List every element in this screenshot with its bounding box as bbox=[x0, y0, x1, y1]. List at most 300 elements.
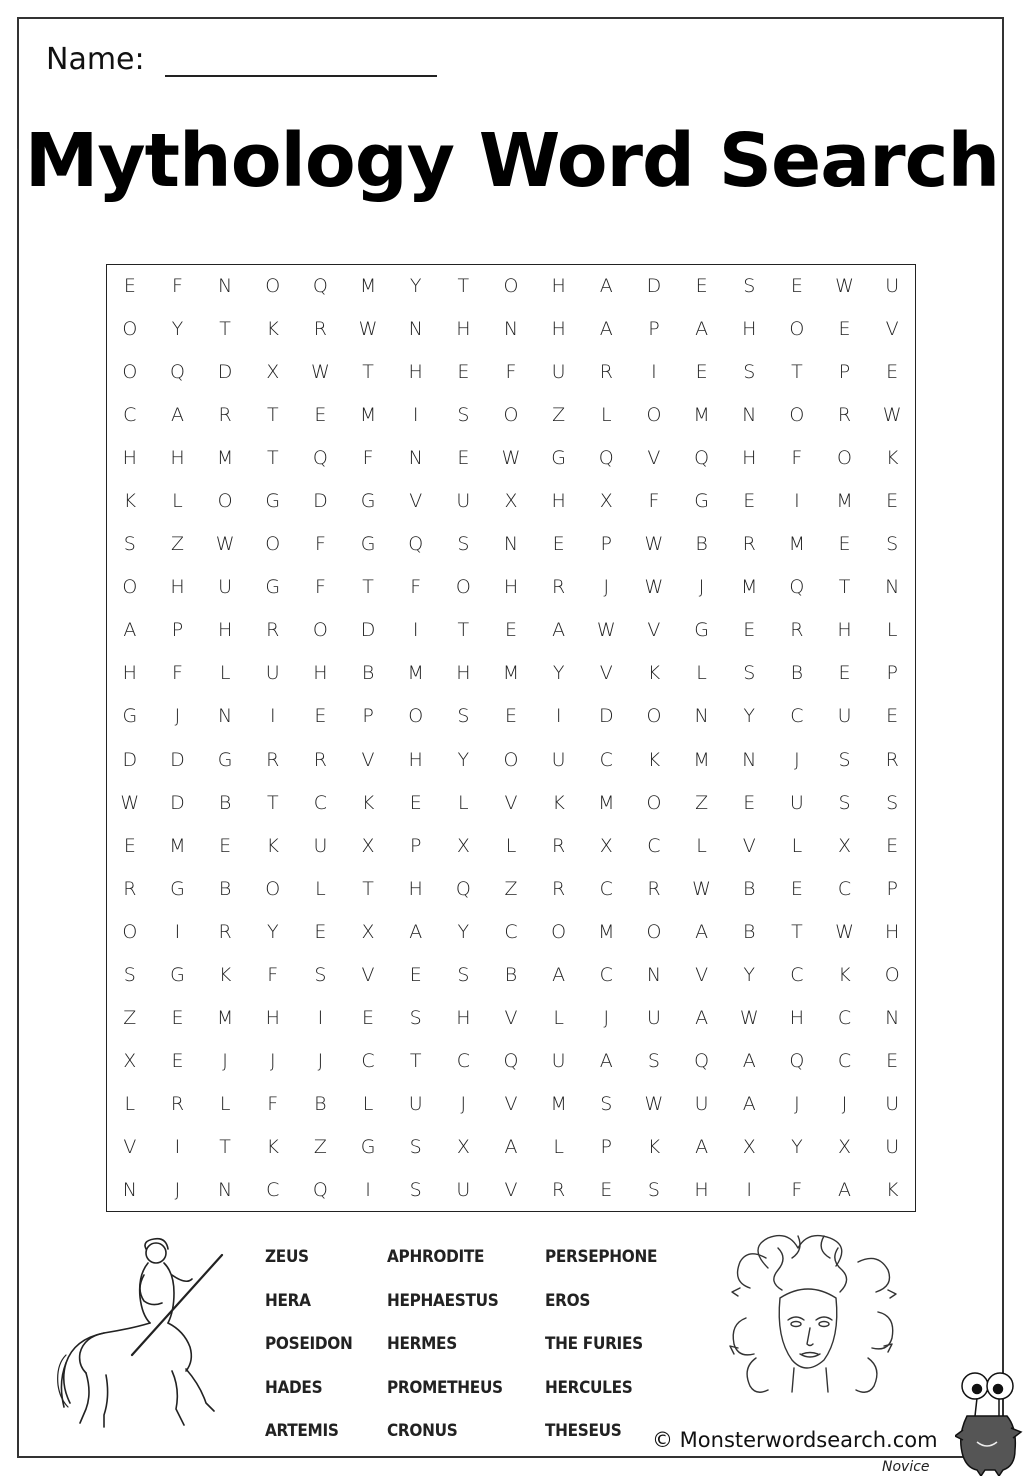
grid-cell[interactable]: R bbox=[647, 877, 661, 900]
grid-cell[interactable]: E bbox=[790, 274, 803, 297]
grid-cell[interactable]: N bbox=[885, 576, 900, 599]
grid-cell[interactable]: S bbox=[886, 791, 899, 814]
grid-cell[interactable]: E bbox=[743, 489, 756, 512]
grid-cell[interactable]: S bbox=[457, 705, 470, 728]
grid-cell[interactable]: W bbox=[644, 576, 664, 599]
grid-cell[interactable]: R bbox=[218, 920, 232, 943]
grid-cell[interactable]: I bbox=[365, 1179, 371, 1202]
grid-cell[interactable]: V bbox=[123, 1136, 137, 1159]
grid-cell[interactable]: Y bbox=[791, 1136, 803, 1159]
grid-cell[interactable]: L bbox=[553, 1136, 564, 1159]
grid-cell[interactable]: V bbox=[504, 1007, 518, 1030]
grid-cell[interactable]: A bbox=[170, 403, 184, 426]
grid-cell[interactable]: V bbox=[504, 1093, 518, 1116]
grid-cell[interactable]: A bbox=[599, 274, 613, 297]
grid-cell[interactable]: H bbox=[170, 446, 185, 469]
grid-cell[interactable]: V bbox=[361, 748, 375, 771]
grid-cell[interactable]: R bbox=[885, 748, 899, 771]
grid-cell[interactable]: S bbox=[838, 748, 851, 771]
grid-cell[interactable]: N bbox=[218, 1179, 233, 1202]
grid-cell[interactable]: B bbox=[361, 662, 375, 685]
grid-cell[interactable]: A bbox=[695, 1136, 709, 1159]
grid-cell[interactable]: J bbox=[174, 705, 181, 728]
grid-cell[interactable]: M bbox=[407, 662, 424, 685]
grid-cell[interactable]: H bbox=[789, 1007, 805, 1030]
grid-cell[interactable]: I bbox=[174, 1136, 181, 1159]
grid-cell[interactable]: O bbox=[122, 920, 138, 943]
grid-cell[interactable]: R bbox=[313, 317, 327, 340]
grid-cell[interactable]: S bbox=[123, 963, 136, 986]
grid-cell[interactable]: K bbox=[266, 317, 279, 340]
grid-cell[interactable]: F bbox=[314, 576, 326, 599]
grid-cell[interactable]: V bbox=[695, 963, 709, 986]
grid-cell[interactable]: U bbox=[551, 1050, 566, 1073]
grid-cell[interactable]: H bbox=[694, 1179, 709, 1202]
grid-cell[interactable]: Z bbox=[123, 1007, 137, 1030]
grid-cell[interactable]: F bbox=[362, 446, 374, 469]
grid-cell[interactable]: S bbox=[457, 403, 470, 426]
grid-cell[interactable]: D bbox=[313, 489, 328, 512]
grid-cell[interactable]: A bbox=[552, 619, 566, 642]
grid-cell[interactable]: A bbox=[123, 619, 137, 642]
grid-cell[interactable]: E bbox=[838, 317, 851, 340]
grid-cell[interactable]: Q bbox=[312, 446, 328, 469]
grid-cell[interactable]: L bbox=[362, 1093, 374, 1116]
grid-cell[interactable]: G bbox=[170, 963, 185, 986]
grid-cell[interactable]: T bbox=[219, 317, 231, 340]
grid-cell[interactable]: P bbox=[600, 1136, 613, 1159]
grid-cell[interactable]: S bbox=[457, 963, 470, 986]
grid-cell[interactable]: D bbox=[170, 748, 185, 771]
grid-cell[interactable]: L bbox=[791, 834, 803, 857]
grid-cell[interactable]: T bbox=[219, 1136, 231, 1159]
grid-cell[interactable]: R bbox=[170, 1093, 185, 1116]
grid-cell[interactable]: H bbox=[456, 1007, 471, 1030]
grid-cell[interactable]: W bbox=[739, 1007, 759, 1030]
grid-cell[interactable]: R bbox=[313, 748, 327, 771]
grid-cell[interactable]: R bbox=[552, 877, 566, 900]
grid-cell[interactable]: E bbox=[171, 1007, 184, 1030]
grid-cell[interactable]: J bbox=[317, 1050, 324, 1073]
grid-cell[interactable]: C bbox=[504, 920, 518, 943]
grid-cell[interactable]: A bbox=[552, 963, 566, 986]
grid-cell[interactable]: E bbox=[886, 489, 899, 512]
grid-cell[interactable]: H bbox=[170, 576, 185, 599]
grid-cell[interactable]: N bbox=[742, 403, 757, 426]
grid-cell[interactable]: N bbox=[885, 1007, 900, 1030]
grid-cell[interactable]: O bbox=[408, 705, 424, 728]
grid-cell[interactable]: K bbox=[885, 446, 899, 469]
grid-cell[interactable]: N bbox=[503, 533, 519, 556]
grid-cell[interactable]: H bbox=[551, 489, 566, 512]
grid-cell[interactable]: V bbox=[647, 446, 661, 469]
grid-cell[interactable]: H bbox=[313, 662, 328, 685]
grid-cell[interactable]: L bbox=[219, 1093, 231, 1116]
grid-cell[interactable]: N bbox=[742, 748, 757, 771]
grid-cell[interactable]: H bbox=[551, 317, 566, 340]
grid-cell[interactable]: T bbox=[791, 920, 803, 943]
grid-cell[interactable]: L bbox=[696, 662, 707, 685]
grid-cell[interactable]: M bbox=[359, 274, 377, 297]
grid-cell[interactable]: X bbox=[599, 834, 613, 857]
grid-cell[interactable]: L bbox=[124, 1093, 136, 1116]
grid-cell[interactable]: E bbox=[695, 274, 708, 297]
grid-cell[interactable]: F bbox=[505, 360, 517, 383]
grid-cell[interactable]: C bbox=[837, 1007, 852, 1030]
grid-cell[interactable]: L bbox=[886, 619, 898, 642]
grid-cell[interactable]: E bbox=[171, 1050, 184, 1073]
grid-cell[interactable]: H bbox=[456, 317, 471, 340]
grid-cell[interactable]: J bbox=[603, 1007, 610, 1030]
grid-cell[interactable]: O bbox=[265, 533, 281, 556]
grid-cell[interactable]: D bbox=[217, 360, 233, 383]
grid-cell[interactable]: R bbox=[123, 877, 137, 900]
grid-cell[interactable]: N bbox=[408, 317, 423, 340]
grid-cell[interactable]: S bbox=[409, 1136, 422, 1159]
grid-cell[interactable]: B bbox=[790, 662, 804, 685]
grid-cell[interactable]: B bbox=[743, 877, 756, 900]
grid-cell[interactable]: H bbox=[456, 662, 471, 685]
grid-cell[interactable]: E bbox=[457, 360, 470, 383]
grid-cell[interactable]: Y bbox=[457, 748, 470, 771]
grid-cell[interactable]: J bbox=[794, 748, 800, 771]
grid-cell[interactable]: B bbox=[504, 963, 518, 986]
grid-cell[interactable]: E bbox=[362, 1007, 375, 1030]
grid-cell[interactable]: K bbox=[361, 791, 375, 814]
grid-cell[interactable]: I bbox=[174, 920, 181, 943]
grid-cell[interactable]: S bbox=[743, 360, 756, 383]
grid-cell[interactable]: E bbox=[457, 446, 470, 469]
grid-cell[interactable]: Q bbox=[598, 446, 614, 469]
grid-cell[interactable]: Y bbox=[409, 274, 422, 297]
grid-cell[interactable]: Z bbox=[552, 403, 566, 426]
grid-cell[interactable]: E bbox=[838, 662, 851, 685]
grid-cell[interactable]: Y bbox=[743, 705, 756, 728]
grid-cell[interactable]: A bbox=[599, 317, 613, 340]
grid-cell[interactable]: I bbox=[746, 1179, 753, 1202]
grid-cell[interactable]: X bbox=[742, 1136, 756, 1159]
grid-cell[interactable]: I bbox=[412, 403, 419, 426]
grid-cell[interactable]: H bbox=[551, 274, 566, 297]
grid-cell[interactable]: P bbox=[600, 533, 613, 556]
grid-cell[interactable]: D bbox=[598, 705, 614, 728]
grid-cell[interactable]: E bbox=[409, 791, 422, 814]
grid-cell[interactable]: W bbox=[596, 619, 616, 642]
grid-cell[interactable]: I bbox=[412, 619, 419, 642]
grid-cell[interactable]: H bbox=[885, 920, 900, 943]
grid-cell[interactable]: L bbox=[458, 791, 469, 814]
grid-cell[interactable]: K bbox=[885, 1179, 899, 1202]
grid-cell[interactable]: E bbox=[314, 920, 327, 943]
grid-cell[interactable]: K bbox=[266, 834, 279, 857]
grid-cell[interactable]: S bbox=[743, 662, 756, 685]
grid-cell[interactable]: G bbox=[170, 877, 185, 900]
grid-cell[interactable]: W bbox=[692, 877, 711, 900]
grid-cell[interactable]: C bbox=[837, 877, 852, 900]
grid-cell[interactable]: J bbox=[222, 1050, 228, 1073]
grid-cell[interactable]: O bbox=[122, 360, 138, 383]
grid-cell[interactable]: G bbox=[694, 619, 709, 642]
grid-cell[interactable]: R bbox=[599, 360, 613, 383]
grid-cell[interactable]: O bbox=[503, 403, 519, 426]
grid-cell[interactable]: P bbox=[886, 877, 898, 900]
grid-cell[interactable]: P bbox=[886, 662, 898, 685]
grid-cell[interactable]: X bbox=[456, 1136, 470, 1159]
grid-cell[interactable]: B bbox=[218, 791, 232, 814]
grid-cell[interactable]: G bbox=[265, 576, 281, 599]
grid-cell[interactable]: V bbox=[409, 489, 423, 512]
grid-cell[interactable]: B bbox=[314, 1093, 327, 1116]
grid-cell[interactable]: E bbox=[314, 705, 327, 728]
grid-cell[interactable]: K bbox=[647, 748, 661, 771]
grid-cell[interactable]: T bbox=[266, 791, 279, 814]
grid-cell[interactable]: V bbox=[504, 791, 518, 814]
grid-cell[interactable]: G bbox=[360, 1136, 376, 1159]
grid-cell[interactable]: D bbox=[360, 619, 376, 642]
name-field-line[interactable] bbox=[165, 75, 437, 77]
grid-cell[interactable]: Q bbox=[312, 274, 328, 297]
grid-cell[interactable]: O bbox=[122, 576, 138, 599]
grid-cell[interactable]: C bbox=[599, 963, 613, 986]
grid-cell[interactable]: O bbox=[646, 791, 662, 814]
grid-cell[interactable]: L bbox=[553, 1007, 564, 1030]
grid-cell[interactable]: A bbox=[695, 1007, 709, 1030]
grid-cell[interactable]: F bbox=[171, 274, 183, 297]
grid-cell[interactable]: S bbox=[886, 533, 899, 556]
grid-cell[interactable]: I bbox=[651, 360, 657, 383]
grid-cell[interactable]: Y bbox=[171, 317, 184, 340]
grid-cell[interactable]: Q bbox=[408, 533, 424, 556]
grid-cell[interactable]: U bbox=[885, 1136, 900, 1159]
grid-cell[interactable]: U bbox=[313, 834, 328, 857]
grid-cell[interactable]: N bbox=[218, 274, 233, 297]
grid-cell[interactable]: T bbox=[457, 619, 470, 642]
grid-cell[interactable]: W bbox=[882, 403, 902, 426]
grid-cell[interactable]: N bbox=[218, 705, 233, 728]
grid-cell[interactable]: R bbox=[552, 1179, 566, 1202]
grid-cell[interactable]: M bbox=[359, 403, 377, 426]
grid-cell[interactable]: H bbox=[408, 360, 423, 383]
grid-cell[interactable]: J bbox=[269, 1050, 276, 1073]
grid-cell[interactable]: G bbox=[694, 489, 709, 512]
grid-cell[interactable]: K bbox=[647, 662, 661, 685]
grid-cell[interactable]: M bbox=[598, 920, 615, 943]
grid-cell[interactable]: Q bbox=[694, 446, 710, 469]
grid-cell[interactable]: H bbox=[122, 662, 137, 685]
grid-cell[interactable]: Z bbox=[504, 877, 518, 900]
grid-cell[interactable]: O bbox=[884, 963, 900, 986]
grid-cell[interactable]: S bbox=[314, 963, 327, 986]
grid-cell[interactable]: Q bbox=[789, 1050, 805, 1073]
grid-cell[interactable]: C bbox=[599, 877, 613, 900]
grid-cell[interactable]: O bbox=[789, 403, 805, 426]
grid-cell[interactable]: I bbox=[794, 489, 800, 512]
grid-cell[interactable]: R bbox=[790, 619, 804, 642]
grid-cell[interactable]: Q bbox=[503, 1050, 519, 1073]
grid-cell[interactable]: O bbox=[122, 317, 138, 340]
grid-cell[interactable]: F bbox=[410, 576, 422, 599]
grid-cell[interactable]: M bbox=[598, 791, 615, 814]
grid-cell[interactable]: I bbox=[269, 705, 276, 728]
grid-cell[interactable]: G bbox=[217, 748, 233, 771]
grid-cell[interactable]: C bbox=[266, 1179, 280, 1202]
grid-cell[interactable]: D bbox=[170, 791, 185, 814]
grid-cell[interactable]: Q bbox=[789, 576, 805, 599]
grid-cell[interactable]: E bbox=[409, 963, 422, 986]
grid-cell[interactable]: H bbox=[122, 446, 137, 469]
grid-cell[interactable]: R bbox=[266, 748, 280, 771]
grid-cell[interactable]: R bbox=[742, 533, 756, 556]
grid-cell[interactable]: U bbox=[837, 705, 852, 728]
grid-cell[interactable]: O bbox=[646, 705, 662, 728]
grid-cell[interactable]: O bbox=[503, 748, 519, 771]
grid-cell[interactable]: W bbox=[644, 533, 664, 556]
grid-cell[interactable]: E bbox=[886, 834, 899, 857]
grid-cell[interactable]: O bbox=[265, 877, 281, 900]
grid-cell[interactable]: N bbox=[694, 705, 709, 728]
grid-cell[interactable]: S bbox=[457, 533, 470, 556]
grid-cell[interactable]: J bbox=[698, 576, 705, 599]
grid-cell[interactable]: D bbox=[646, 274, 662, 297]
grid-cell[interactable]: F bbox=[791, 446, 803, 469]
grid-cell[interactable]: S bbox=[123, 533, 136, 556]
grid-cell[interactable]: C bbox=[790, 705, 804, 728]
grid-cell[interactable]: C bbox=[123, 403, 137, 426]
grid-cell[interactable]: T bbox=[362, 360, 374, 383]
grid-cell[interactable]: E bbox=[743, 619, 756, 642]
grid-cell[interactable]: O bbox=[265, 274, 281, 297]
grid-cell[interactable]: J bbox=[794, 1093, 800, 1116]
grid-cell[interactable]: A bbox=[742, 1050, 756, 1073]
grid-cell[interactable]: J bbox=[174, 1179, 181, 1202]
grid-cell[interactable]: A bbox=[409, 920, 423, 943]
grid-cell[interactable]: U bbox=[551, 748, 566, 771]
grid-cell[interactable]: E bbox=[790, 877, 803, 900]
grid-cell[interactable]: G bbox=[360, 489, 376, 512]
grid-cell[interactable]: S bbox=[409, 1179, 422, 1202]
grid-cell[interactable]: T bbox=[838, 576, 851, 599]
grid-cell[interactable]: P bbox=[171, 619, 184, 642]
grid-cell[interactable]: U bbox=[456, 1179, 471, 1202]
grid-cell[interactable]: A bbox=[695, 317, 709, 340]
grid-cell[interactable]: U bbox=[408, 1093, 423, 1116]
grid-cell[interactable]: Y bbox=[552, 662, 565, 685]
grid-cell[interactable]: B bbox=[743, 920, 756, 943]
grid-cell[interactable]: T bbox=[266, 446, 279, 469]
grid-cell[interactable]: C bbox=[647, 834, 661, 857]
grid-cell[interactable]: S bbox=[838, 791, 851, 814]
grid-cell[interactable]: U bbox=[646, 1007, 661, 1030]
grid-cell[interactable]: M bbox=[741, 576, 758, 599]
grid-cell[interactable]: H bbox=[837, 619, 852, 642]
grid-cell[interactable]: F bbox=[267, 963, 279, 986]
grid-cell[interactable]: S bbox=[647, 1179, 660, 1202]
grid-cell[interactable]: B bbox=[218, 877, 232, 900]
grid-cell[interactable]: V bbox=[742, 834, 756, 857]
grid-cell[interactable]: F bbox=[267, 1093, 279, 1116]
grid-cell[interactable]: L bbox=[505, 834, 517, 857]
grid-cell[interactable]: E bbox=[600, 1179, 613, 1202]
grid-cell[interactable]: O bbox=[789, 317, 805, 340]
grid-cell[interactable]: M bbox=[788, 533, 806, 556]
grid-cell[interactable]: X bbox=[123, 1050, 137, 1073]
grid-cell[interactable]: N bbox=[122, 1179, 137, 1202]
grid-cell[interactable]: L bbox=[600, 403, 612, 426]
grid-cell[interactable]: J bbox=[460, 1093, 467, 1116]
grid-cell[interactable]: Q bbox=[694, 1050, 710, 1073]
grid-cell[interactable]: X bbox=[266, 360, 280, 383]
grid-cell[interactable]: R bbox=[266, 619, 280, 642]
grid-cell[interactable]: H bbox=[742, 446, 757, 469]
grid-cell[interactable]: I bbox=[317, 1007, 324, 1030]
grid-cell[interactable]: W bbox=[311, 360, 330, 383]
grid-cell[interactable]: M bbox=[169, 834, 186, 857]
grid-cell[interactable]: G bbox=[551, 446, 566, 469]
grid-cell[interactable]: B bbox=[695, 533, 708, 556]
grid-cell[interactable]: V bbox=[647, 619, 661, 642]
grid-cell[interactable]: N bbox=[408, 446, 423, 469]
grid-cell[interactable]: T bbox=[791, 360, 803, 383]
grid-cell[interactable]: U bbox=[265, 662, 280, 685]
grid-cell[interactable]: O bbox=[455, 576, 471, 599]
grid-cell[interactable]: T bbox=[362, 576, 374, 599]
grid-cell[interactable]: R bbox=[552, 834, 566, 857]
grid-cell[interactable]: E bbox=[123, 834, 136, 857]
grid-cell[interactable]: T bbox=[362, 877, 374, 900]
grid-cell[interactable]: G bbox=[360, 533, 376, 556]
grid-cell[interactable]: M bbox=[693, 748, 710, 771]
grid-cell[interactable]: W bbox=[120, 791, 140, 814]
grid-cell[interactable]: S bbox=[647, 1050, 660, 1073]
grid-cell[interactable]: E bbox=[123, 274, 136, 297]
grid-cell[interactable]: H bbox=[503, 576, 519, 599]
grid-cell[interactable]: C bbox=[361, 1050, 375, 1073]
grid-cell[interactable]: O bbox=[503, 274, 519, 297]
grid-cell[interactable]: C bbox=[599, 748, 613, 771]
grid-cell[interactable]: X bbox=[361, 834, 375, 857]
grid-cell[interactable]: F bbox=[648, 489, 660, 512]
grid-cell[interactable]: V bbox=[504, 1179, 518, 1202]
grid-cell[interactable]: L bbox=[696, 834, 707, 857]
grid-cell[interactable]: M bbox=[550, 1093, 567, 1116]
grid-cell[interactable]: S bbox=[600, 1093, 613, 1116]
grid-cell[interactable]: Q bbox=[169, 360, 185, 383]
grid-cell[interactable]: T bbox=[457, 274, 470, 297]
grid-cell[interactable]: U bbox=[885, 1093, 900, 1116]
grid-cell[interactable]: S bbox=[409, 1007, 422, 1030]
grid-cell[interactable]: H bbox=[408, 877, 423, 900]
grid-cell[interactable]: K bbox=[552, 791, 565, 814]
grid-cell[interactable]: X bbox=[838, 1136, 852, 1159]
grid-cell[interactable]: J bbox=[603, 576, 610, 599]
grid-cell[interactable]: X bbox=[456, 834, 470, 857]
grid-cell[interactable]: U bbox=[885, 274, 900, 297]
grid-cell[interactable]: E bbox=[504, 705, 517, 728]
grid-cell[interactable]: R bbox=[552, 576, 566, 599]
grid-cell[interactable]: E bbox=[743, 791, 756, 814]
grid-cell[interactable]: M bbox=[836, 489, 853, 512]
grid-cell[interactable]: A bbox=[838, 1179, 852, 1202]
grid-cell[interactable]: E bbox=[886, 1050, 899, 1073]
grid-cell[interactable]: Q bbox=[312, 1179, 328, 1202]
grid-cell[interactable]: Y bbox=[266, 920, 279, 943]
grid-cell[interactable]: U bbox=[218, 576, 233, 599]
grid-cell[interactable]: A bbox=[504, 1136, 518, 1159]
grid-cell[interactable]: O bbox=[646, 920, 662, 943]
grid-cell[interactable]: W bbox=[215, 533, 235, 556]
grid-cell[interactable]: F bbox=[314, 533, 326, 556]
grid-cell[interactable]: P bbox=[648, 317, 660, 340]
